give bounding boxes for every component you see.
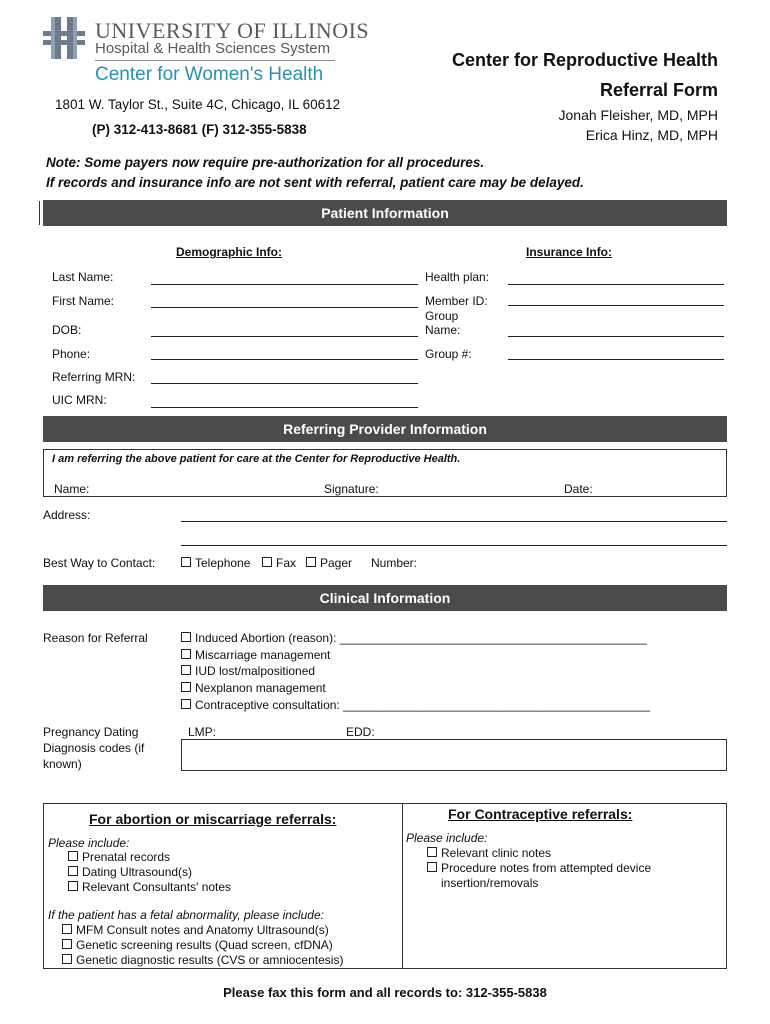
reason-nexplanon[interactable]: Nexplanon management <box>181 681 326 695</box>
edd-label: EDD: <box>346 725 375 739</box>
checkbox-icon[interactable] <box>68 851 78 861</box>
dating-label-3: known) <box>43 757 82 771</box>
group-number-label: Group #: <box>425 347 472 361</box>
org-subtitle: Hospital & Health Sciences System <box>95 40 331 57</box>
clinic-address: 1801 W. Taylor St., Suite 4C, Chicago, IL 60612 <box>55 97 341 112</box>
clinical-info-bar: Clinical Information <box>43 585 727 611</box>
provider-address-field-1[interactable] <box>181 521 727 522</box>
reason-label: Reason for Referral <box>43 631 148 645</box>
checkbox-icon[interactable] <box>427 847 437 857</box>
fax-instructions: Please fax this form and all records to: 312-355-5838 <box>223 985 547 1000</box>
contraceptive-item-procedure-notes-cont: insertion/removals <box>441 876 539 890</box>
doctor-name-1: Jonah Fleisher, MD, MPH <box>558 107 718 123</box>
dating-label-1: Pregnancy Dating <box>43 725 139 739</box>
reason-miscarriage[interactable]: Miscarriage management <box>181 648 330 662</box>
uic-mrn-field[interactable] <box>151 407 418 408</box>
checkbox-icon[interactable] <box>62 924 72 934</box>
bar-edge-mark <box>39 201 40 225</box>
fetal-abnormality-note: If the patient has a fetal abnormality, please include: <box>48 908 324 922</box>
date-label: Date: <box>564 482 593 496</box>
referring-mrn-field[interactable] <box>151 383 418 384</box>
fetal-item-screening[interactable]: Genetic screening results (Quad screen, cfDNA) <box>62 938 333 952</box>
first-name-field[interactable] <box>151 307 418 308</box>
contact-fax-option[interactable]: Fax <box>262 556 296 570</box>
uic-mrn-label: UIC MRN: <box>52 393 107 407</box>
demographic-header: Demographic Info: <box>176 245 283 259</box>
member-id-label: Member ID: <box>425 294 488 308</box>
health-plan-label: Health plan: <box>425 270 490 284</box>
provider-address-label: Address: <box>43 508 91 522</box>
abortion-item-prenatal[interactable]: Prenatal records <box>68 850 170 864</box>
provider-info-bar: Referring Provider Information <box>43 416 727 442</box>
contraceptive-item-clinic-notes[interactable]: Relevant clinic notes <box>427 846 551 860</box>
checkbox-icon[interactable] <box>181 632 191 642</box>
contact-number-label: Number: <box>371 556 418 570</box>
logo-divider <box>95 60 335 61</box>
reason-contraceptive[interactable]: Contraceptive consultation: ______________________________________________ <box>181 698 650 712</box>
referring-mrn-label: Referring MRN: <box>52 370 136 384</box>
fetal-item-mfm[interactable]: MFM Consult notes and Anatomy Ultrasound(s) <box>62 923 329 937</box>
note-line-1: Note: Some payers now require pre-authorization for all procedures. <box>46 155 485 170</box>
contact-pager-option[interactable]: Pager <box>306 556 352 570</box>
phone-label: Phone: <box>52 347 91 361</box>
dob-label: DOB: <box>52 323 82 337</box>
reason-induced-abortion[interactable]: Induced Abortion (reason): ______________________________________________ <box>181 631 647 645</box>
checkbox-icon[interactable] <box>181 699 191 709</box>
checkbox-icon[interactable] <box>306 557 316 567</box>
provider-address-field-2[interactable] <box>181 545 727 546</box>
group-name-label-1: Group <box>425 309 459 323</box>
contraceptive-box-title: For Contraceptive referrals: <box>448 806 633 822</box>
checkbox-icon[interactable] <box>62 954 72 964</box>
abortion-item-ultrasound[interactable]: Dating Ultrasound(s) <box>68 865 192 879</box>
doctor-name-2: Erica Hinz, MD, MPH <box>585 127 718 143</box>
checkbox-icon[interactable] <box>68 866 78 876</box>
reason-iud[interactable]: IUD lost/malpositioned <box>181 664 315 678</box>
clinic-phones: (P) 312-413-8681 (F) 312-355-5838 <box>92 122 307 137</box>
insurance-header: Insurance Info: <box>526 245 613 259</box>
group-name-label-2: Name: <box>425 323 461 337</box>
contraceptive-item-procedure-notes[interactable]: Procedure notes from attempted device <box>427 861 651 875</box>
group-number-field[interactable] <box>508 359 724 360</box>
lmp-label: LMP: <box>188 725 217 739</box>
checkbox-icon[interactable] <box>181 665 191 675</box>
phone-field[interactable] <box>151 359 418 360</box>
provider-name-label: Name: <box>54 482 90 496</box>
checkbox-icon[interactable] <box>68 881 78 891</box>
dating-label-2: Diagnosis codes (if <box>43 741 145 755</box>
last-name-field[interactable] <box>151 284 418 285</box>
dob-field[interactable] <box>151 336 418 337</box>
checkbox-icon[interactable] <box>181 557 191 567</box>
fetal-item-diagnostic[interactable]: Genetic diagnostic results (CVS or amniocentesis) <box>62 953 343 967</box>
dating-codes-field[interactable] <box>181 739 727 771</box>
abortion-box-title: For abortion or miscarriage referrals: <box>89 811 337 827</box>
best-way-label: Best Way to Contact: <box>43 556 156 570</box>
provider-statement: I am referring the above patient for care at the Center for Reproductive Health. <box>52 453 461 465</box>
checkbox-icon[interactable] <box>427 862 437 872</box>
checkbox-icon[interactable] <box>262 557 272 567</box>
health-plan-field[interactable] <box>508 284 724 285</box>
abortion-please-include: Please include: <box>48 836 130 850</box>
patient-info-bar: Patient Information <box>43 200 727 226</box>
contraceptive-please-include: Please include: <box>406 831 488 845</box>
abortion-item-consultants[interactable]: Relevant Consultants' notes <box>68 880 231 894</box>
member-id-field[interactable] <box>508 305 724 306</box>
note-line-2: If records and insurance info are not sent with referral, patient care may be delayed. <box>46 175 584 190</box>
last-name-label: Last Name: <box>52 270 114 284</box>
org-name: UNIVERSITY OF ILLINOIS <box>95 18 370 43</box>
checkbox-icon[interactable] <box>62 939 72 949</box>
center-name: Center for Women's Health <box>95 64 324 85</box>
signature-label: Signature: <box>324 482 379 496</box>
contact-telephone-option[interactable]: Telephone <box>181 556 250 570</box>
form-title-line1: Center for Reproductive Health <box>451 50 718 70</box>
university-logo-icon <box>43 17 85 59</box>
checkbox-icon[interactable] <box>181 649 191 659</box>
form-title-line2: Referral Form <box>599 80 718 100</box>
first-name-label: First Name: <box>52 294 115 308</box>
checkbox-icon[interactable] <box>181 682 191 692</box>
group-name-field[interactable] <box>508 336 724 337</box>
